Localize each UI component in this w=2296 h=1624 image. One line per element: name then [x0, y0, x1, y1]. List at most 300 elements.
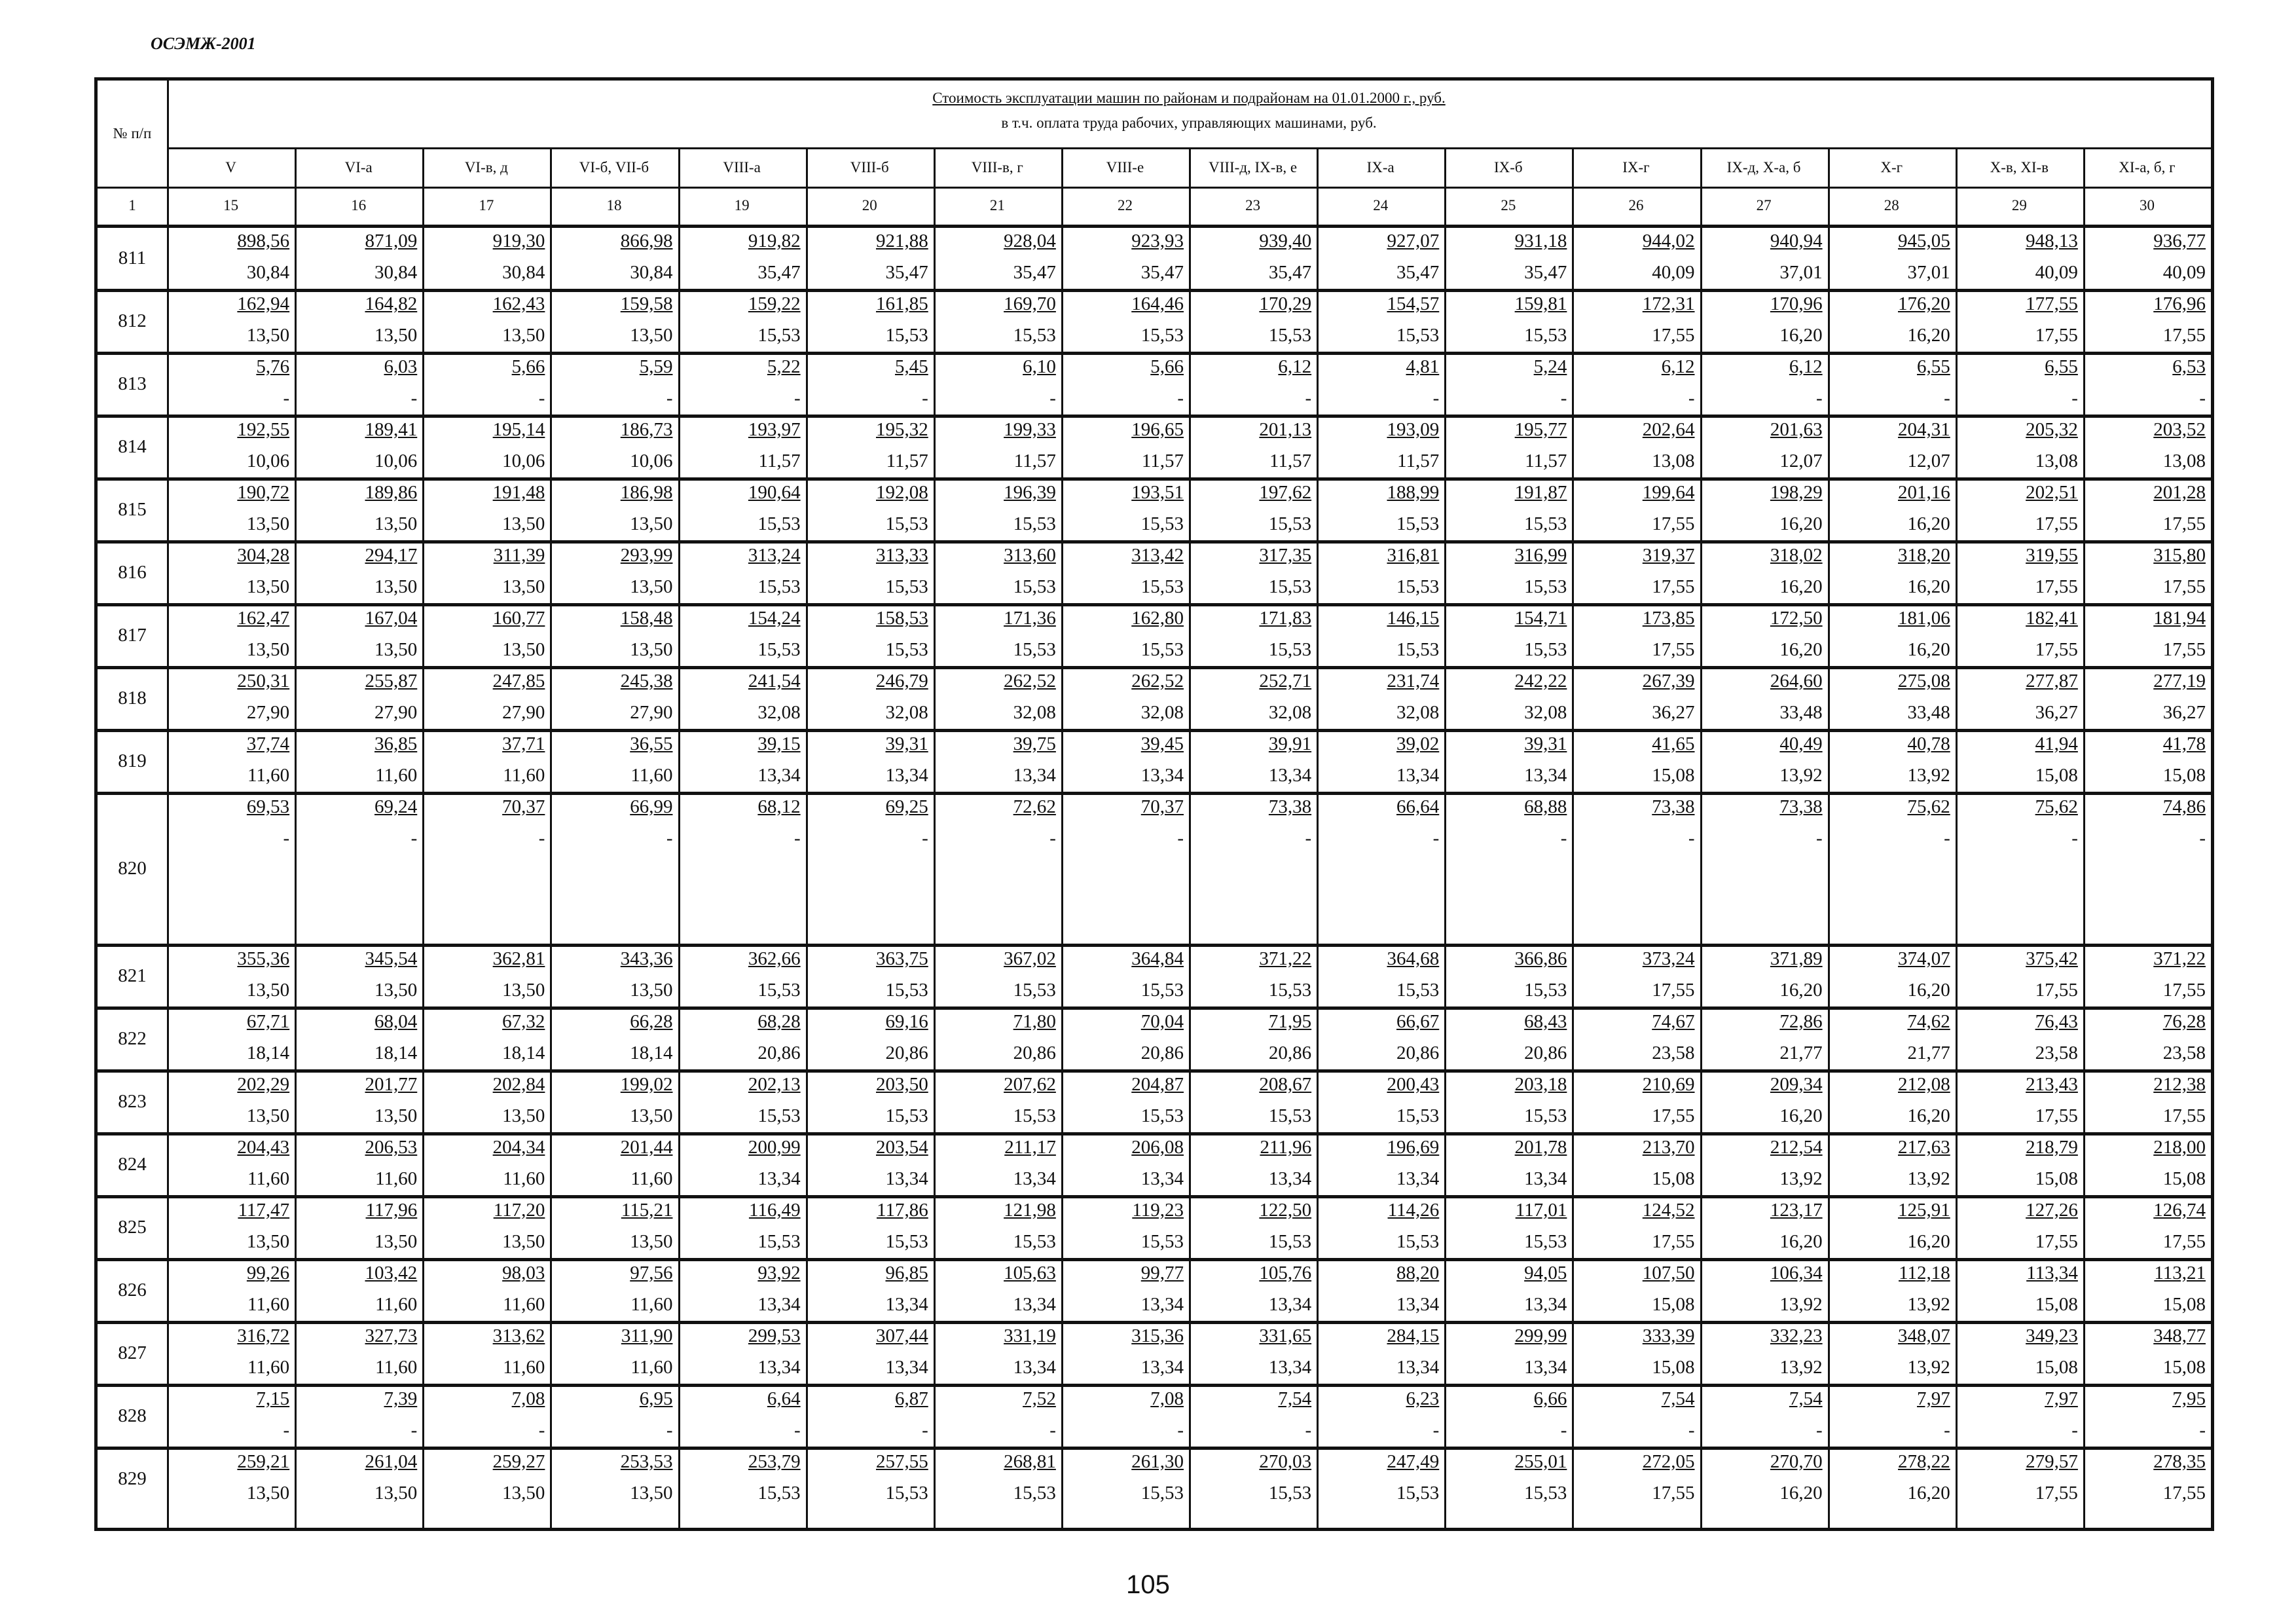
machine-cost-value: 67,32: [502, 1011, 545, 1032]
machine-cost-value: 191,48: [492, 482, 545, 503]
machine-cost-value: 203,50: [876, 1074, 928, 1095]
labor-cost-value: 30,84: [502, 262, 545, 283]
labor-cost-value: 15,08: [1652, 1294, 1695, 1315]
machine-cost-value: 7,08: [1150, 1388, 1184, 1409]
machine-cost-value: 6,03: [384, 356, 418, 377]
labor-cost-value: 17,55: [2162, 513, 2206, 534]
labor-cost-value: 15,53: [757, 1231, 801, 1252]
labor-cost-value: 13,50: [374, 639, 418, 660]
labor-cost-value: 15,53: [1140, 639, 1184, 660]
machine-cost-value: 119,23: [1132, 1200, 1184, 1221]
table-row: [98, 1071, 2211, 1134]
machine-cost-value: 69,24: [374, 796, 418, 817]
labor-cost-value: 32,08: [1396, 702, 1440, 723]
machine-cost-value: 73,38: [1779, 796, 1823, 817]
labor-cost-value: -: [666, 828, 673, 849]
machine-cost-value: 262,52: [1004, 671, 1056, 692]
labor-cost-value: 13,34: [1140, 1357, 1184, 1378]
labor-cost-value: 15,08: [2035, 765, 2078, 786]
machine-cost-value: 7,54: [1278, 1388, 1312, 1409]
machine-cost-value: 199,33: [1004, 419, 1056, 440]
labor-cost-value: 15,08: [2162, 1294, 2206, 1315]
machine-cost-value: 69,25: [885, 796, 928, 817]
labor-cost-value: 15,53: [1013, 980, 1056, 1001]
machine-cost-value: 211,17: [1004, 1137, 1056, 1158]
labor-cost-value: 40,09: [2035, 262, 2078, 283]
machine-cost-value: 261,30: [1131, 1451, 1184, 1472]
machine-cost-value: 362,66: [748, 948, 801, 969]
labor-cost-value: 32,08: [1268, 702, 1312, 723]
labor-cost-value: 17,55: [1652, 1483, 1695, 1504]
machine-cost-value: 162,94: [237, 293, 290, 314]
labor-cost-value: 17,55: [1652, 513, 1695, 534]
machine-cost-value: 105,76: [1259, 1263, 1312, 1283]
labor-cost-value: 15,53: [757, 1483, 801, 1504]
labor-cost-value: 15,53: [1396, 1231, 1440, 1252]
labor-cost-value: 17,55: [1652, 639, 1695, 660]
labor-cost-value: 13,50: [502, 325, 545, 346]
labor-cost-value: 15,08: [2035, 1294, 2078, 1315]
machine-cost-value: 99,26: [246, 1263, 290, 1283]
labor-cost-value: 13,34: [1268, 1294, 1312, 1315]
labor-cost-value: -: [2071, 1420, 2078, 1441]
machine-cost-value: 200,99: [748, 1137, 801, 1158]
machine-cost-value: 68,12: [757, 796, 801, 817]
machine-cost-value: 181,06: [1898, 608, 1950, 629]
machine-cost-value: 159,81: [1514, 293, 1567, 314]
labor-cost-value: -: [1432, 388, 1440, 409]
machine-cost-value: 69,16: [885, 1011, 928, 1032]
labor-cost-value: 13,50: [630, 513, 673, 534]
machine-cost-value: 218,79: [2026, 1137, 2078, 1158]
machine-cost-value: 7,97: [2045, 1388, 2078, 1409]
labor-cost-value: -: [2199, 828, 2206, 849]
machine-cost-value: 66,28: [630, 1011, 673, 1032]
machine-cost-value: 332,23: [1770, 1325, 1823, 1346]
machine-cost-value: 171,83: [1259, 608, 1312, 629]
labor-cost-value: -: [793, 1420, 801, 1441]
labor-cost-value: 27,90: [246, 702, 290, 723]
machine-cost-value: 6,95: [639, 1388, 673, 1409]
machine-cost-value: 202,13: [748, 1074, 801, 1095]
machine-cost-value: 210,69: [1642, 1074, 1695, 1095]
machine-cost-value: 117,47: [238, 1200, 290, 1221]
row-number: 825: [118, 1217, 147, 1238]
machine-cost-value: 88,20: [1396, 1263, 1440, 1283]
labor-cost-value: -: [283, 1420, 290, 1441]
machine-cost-value: 6,87: [895, 1388, 928, 1409]
machine-cost-value: 36,85: [374, 733, 418, 754]
labor-cost-value: 13,92: [1779, 1357, 1823, 1378]
labor-cost-value: 33,48: [1907, 702, 1950, 723]
labor-cost-value: 35,47: [1396, 262, 1440, 283]
table-row: [98, 416, 2211, 479]
labor-cost-value: -: [1688, 388, 1695, 409]
labor-cost-value: 15,53: [1524, 1105, 1567, 1126]
column-header: VIII-в, г: [971, 159, 1023, 175]
labor-cost-value: 13,50: [374, 1105, 418, 1126]
machine-cost-value: 293,99: [620, 545, 673, 566]
machine-cost-value: 4,81: [1406, 356, 1440, 377]
labor-cost-value: 13,50: [246, 1105, 290, 1126]
labor-cost-value: 15,53: [1524, 980, 1567, 1001]
labor-cost-value: 15,08: [2035, 1357, 2078, 1378]
column-header: VIII-а: [723, 159, 761, 175]
machine-cost-value: 39,75: [1013, 733, 1056, 754]
labor-cost-value: 16,20: [1907, 1231, 1950, 1252]
labor-cost-value: 17,55: [2035, 1483, 2078, 1504]
table-row: [98, 1449, 2211, 1511]
machine-cost-value: 203,52: [2153, 419, 2206, 440]
column-index: 15: [223, 197, 239, 213]
labor-cost-value: 17,55: [1652, 1105, 1695, 1126]
labor-cost-value: 15,53: [757, 980, 801, 1001]
machine-cost-value: 159,22: [748, 293, 801, 314]
machine-cost-value: 75,62: [2035, 796, 2078, 817]
labor-cost-value: 15,53: [885, 325, 928, 346]
machine-cost-value: 68,43: [1524, 1011, 1567, 1032]
labor-cost-value: -: [1049, 1420, 1056, 1441]
machine-cost-value: 948,13: [2026, 231, 2078, 251]
labor-cost-value: 13,50: [630, 639, 673, 660]
labor-cost-value: 15,08: [2162, 1357, 2206, 1378]
machine-cost-value: 209,34: [1770, 1074, 1823, 1095]
machine-cost-value: 939,40: [1259, 231, 1312, 251]
labor-cost-value: 15,53: [1396, 513, 1440, 534]
machine-cost-value: 68,88: [1524, 796, 1567, 817]
row-number: 829: [118, 1468, 147, 1489]
machine-cost-value: 277,19: [2153, 671, 2206, 692]
labor-cost-value: 10,06: [246, 451, 290, 471]
machine-cost-value: 164,82: [365, 293, 418, 314]
labor-cost-value: 13,92: [1779, 1294, 1823, 1315]
machine-cost-value: 39,91: [1268, 733, 1312, 754]
labor-cost-value: 11,60: [630, 1294, 673, 1315]
row-number: 818: [118, 688, 147, 709]
machine-cost-value: 162,80: [1131, 608, 1184, 629]
labor-cost-value: 15,53: [1268, 1105, 1312, 1126]
labor-cost-value: 17,55: [1652, 576, 1695, 597]
machine-cost-value: 371,22: [1259, 948, 1312, 969]
labor-cost-value: 13,34: [757, 1294, 801, 1315]
row-number: 817: [118, 625, 147, 646]
machine-cost-value: 315,80: [2153, 545, 2206, 566]
machine-cost-value: 307,44: [876, 1325, 928, 1346]
labor-cost-value: 17,55: [2035, 576, 2078, 597]
machine-cost-value: 68,28: [757, 1011, 801, 1032]
machine-cost-value: 270,70: [1770, 1451, 1823, 1472]
machine-cost-value: 66,67: [1396, 1011, 1440, 1032]
column-header: IX-а: [1366, 159, 1394, 175]
labor-cost-value: 13,50: [374, 576, 418, 597]
column-index: 19: [734, 197, 750, 213]
machine-cost-value: 7,95: [2172, 1388, 2206, 1409]
machine-cost-value: 177,55: [2026, 293, 2078, 314]
table-row: [98, 1386, 2211, 1449]
machine-cost-value: 126,74: [2153, 1200, 2206, 1221]
machine-cost-value: 5,59: [639, 356, 673, 377]
machine-cost-value: 196,65: [1131, 419, 1184, 440]
labor-cost-value: 20,86: [885, 1043, 928, 1063]
labor-cost-value: 15,53: [885, 980, 928, 1001]
machine-cost-value: 72,86: [1779, 1011, 1823, 1032]
machine-cost-value: 41,78: [2162, 733, 2206, 754]
labor-cost-value: 13,34: [1524, 1168, 1567, 1189]
labor-cost-value: -: [1305, 388, 1312, 409]
labor-cost-value: 12,07: [1907, 451, 1950, 471]
labor-cost-value: -: [1432, 1420, 1440, 1441]
labor-cost-value: 15,53: [885, 1483, 928, 1504]
machine-cost-value: 154,57: [1387, 293, 1440, 314]
labor-cost-value: 18,14: [374, 1043, 418, 1063]
machine-cost-value: 39,31: [1524, 733, 1567, 754]
column-header: VI-б, VII-б: [579, 159, 649, 175]
labor-cost-value: 32,08: [757, 702, 801, 723]
labor-cost-value: 15,08: [2162, 765, 2206, 786]
machine-cost-value: 319,37: [1642, 545, 1695, 566]
machine-cost-value: 172,31: [1642, 293, 1695, 314]
column-index: 20: [862, 197, 877, 213]
machine-cost-value: 311,39: [493, 545, 545, 566]
machine-cost-value: 70,04: [1140, 1011, 1184, 1032]
machine-cost-value: 176,96: [2153, 293, 2206, 314]
machine-cost-value: 264,60: [1770, 671, 1823, 692]
machine-cost-value: 366,86: [1514, 948, 1567, 969]
labor-cost-value: 15,53: [1396, 325, 1440, 346]
labor-cost-value: -: [1177, 828, 1184, 849]
column-index: 21: [989, 197, 1005, 213]
labor-cost-value: 13,50: [246, 980, 290, 1001]
labor-cost-value: 13,34: [1268, 765, 1312, 786]
labor-cost-value: -: [283, 388, 290, 409]
labor-cost-value: 15,53: [1268, 980, 1312, 1001]
machine-cost-value: 331,19: [1004, 1325, 1056, 1346]
labor-cost-value: 15,53: [885, 639, 928, 660]
rownum-header: № п/п: [113, 125, 152, 141]
machine-cost-value: 74,86: [2162, 796, 2206, 817]
labor-cost-value: -: [1688, 1420, 1695, 1441]
labor-cost-value: 11,57: [758, 451, 801, 471]
machine-cost-table: [94, 77, 2214, 1531]
labor-cost-value: 15,53: [1140, 325, 1184, 346]
labor-cost-value: -: [538, 388, 545, 409]
labor-cost-value: 13,50: [246, 1483, 290, 1504]
labor-cost-value: 16,20: [1907, 1483, 1950, 1504]
labor-cost-value: 15,08: [2035, 1168, 2078, 1189]
labor-cost-value: -: [1560, 388, 1567, 409]
machine-cost-value: 373,24: [1642, 948, 1695, 969]
machine-cost-value: 96,85: [885, 1263, 928, 1283]
machine-cost-value: 201,16: [1898, 482, 1950, 503]
labor-cost-value: 35,47: [757, 262, 801, 283]
machine-cost-value: 313,42: [1131, 545, 1184, 566]
machine-cost-value: 71,80: [1013, 1011, 1056, 1032]
table-row: [98, 228, 2211, 291]
labor-cost-value: 15,53: [885, 513, 928, 534]
labor-cost-value: 11,60: [630, 1357, 673, 1378]
machine-cost-value: 41,65: [1652, 733, 1695, 754]
labor-cost-value: -: [922, 828, 928, 849]
labor-cost-value: 15,53: [1524, 325, 1567, 346]
labor-cost-value: 15,53: [757, 1105, 801, 1126]
labor-cost-value: 10,06: [502, 451, 545, 471]
labor-cost-value: 13,50: [374, 1231, 418, 1252]
labor-cost-value: 27,90: [630, 702, 673, 723]
labor-cost-value: 13,34: [1013, 1294, 1056, 1315]
labor-cost-value: 36,27: [2035, 702, 2078, 723]
labor-cost-value: 15,53: [1524, 576, 1567, 597]
machine-cost-value: 313,33: [876, 545, 928, 566]
row-number: 814: [118, 436, 147, 457]
labor-cost-value: -: [1560, 828, 1567, 849]
labor-cost-value: 11,57: [886, 451, 928, 471]
machine-cost-value: 146,15: [1387, 608, 1440, 629]
machine-cost-value: 154,71: [1514, 608, 1567, 629]
machine-cost-value: 246,79: [876, 671, 928, 692]
labor-cost-value: 13,34: [1524, 765, 1567, 786]
row-number: 811: [118, 248, 147, 268]
labor-cost-value: 15,53: [1140, 980, 1184, 1001]
machine-cost-value: 208,67: [1259, 1074, 1312, 1095]
machine-cost-value: 299,99: [1514, 1325, 1567, 1346]
labor-cost-value: -: [1305, 1420, 1312, 1441]
column-header: X-в, XI-в: [1990, 159, 2049, 175]
table-row: [98, 479, 2211, 542]
machine-cost-value: 161,85: [876, 293, 928, 314]
labor-cost-value: 40,09: [2162, 262, 2206, 283]
labor-cost-value: -: [793, 388, 801, 409]
labor-cost-value: 13,34: [885, 1168, 928, 1189]
labor-cost-value: 13,50: [502, 576, 545, 597]
machine-cost-value: 313,60: [1004, 545, 1056, 566]
labor-cost-value: 16,20: [1907, 639, 1950, 660]
labor-cost-value: 15,53: [757, 639, 801, 660]
machine-cost-value: 936,77: [2153, 231, 2206, 251]
labor-cost-value: 16,20: [1779, 1231, 1823, 1252]
machine-cost-value: 371,22: [2153, 948, 2206, 969]
table-row: [98, 1008, 2211, 1071]
labor-cost-value: 16,20: [1907, 576, 1950, 597]
machine-cost-value: 921,88: [876, 231, 928, 251]
first-column-index: 1: [128, 197, 136, 213]
machine-cost-value: 115,21: [621, 1200, 673, 1221]
machine-cost-value: 205,32: [2026, 419, 2078, 440]
labor-cost-value: -: [538, 1420, 545, 1441]
labor-cost-value: 13,50: [502, 639, 545, 660]
machine-cost-value: 348,77: [2153, 1325, 2206, 1346]
column-index: 28: [1884, 197, 1899, 213]
labor-cost-value: 35,47: [1013, 262, 1056, 283]
labor-cost-value: 20,86: [1396, 1043, 1440, 1063]
machine-cost-value: 201,63: [1770, 419, 1823, 440]
labor-cost-value: 13,34: [1396, 1168, 1440, 1189]
row-number: 827: [118, 1342, 147, 1363]
labor-cost-value: 17,55: [2035, 980, 2078, 1001]
labor-cost-value: 35,47: [1140, 262, 1184, 283]
column-header: VIII-б: [850, 159, 889, 175]
machine-cost-value: 124,52: [1642, 1200, 1695, 1221]
labor-cost-value: 21,77: [1779, 1043, 1823, 1063]
machine-cost-value: 363,75: [876, 948, 928, 969]
machine-cost-value: 355,36: [237, 948, 290, 969]
labor-cost-value: -: [922, 388, 928, 409]
labor-cost-value: 13,50: [630, 1483, 673, 1504]
labor-cost-value: -: [666, 1420, 673, 1441]
machine-cost-value: 898,56: [237, 231, 290, 251]
column-index: 25: [1501, 197, 1516, 213]
machine-cost-value: 123,17: [1770, 1200, 1823, 1221]
labor-cost-value: 11,57: [1013, 451, 1056, 471]
labor-cost-value: 15,08: [1652, 765, 1695, 786]
machine-cost-value: 203,54: [876, 1137, 928, 1158]
machine-cost-value: 6,66: [1533, 1388, 1567, 1409]
machine-cost-value: 217,63: [1898, 1137, 1950, 1158]
labor-cost-value: 30,84: [246, 262, 290, 283]
machine-cost-value: 117,20: [493, 1200, 545, 1221]
labor-cost-value: 17,55: [2035, 1231, 2078, 1252]
machine-cost-value: 7,39: [384, 1388, 418, 1409]
machine-cost-value: 316,72: [237, 1325, 290, 1346]
table-row: [98, 291, 2211, 354]
labor-cost-value: 15,53: [1268, 1231, 1312, 1252]
machine-cost-value: 76,43: [2035, 1011, 2078, 1032]
labor-cost-value: 15,53: [1396, 1105, 1440, 1126]
machine-cost-value: 257,55: [876, 1451, 928, 1472]
labor-cost-value: 32,08: [1140, 702, 1184, 723]
labor-cost-value: 15,53: [1140, 576, 1184, 597]
labor-cost-value: 16,20: [1907, 325, 1950, 346]
machine-cost-value: 316,81: [1387, 545, 1440, 566]
machine-cost-value: 6,23: [1406, 1388, 1440, 1409]
machine-cost-value: 99,77: [1140, 1263, 1184, 1283]
machine-cost-value: 113,34: [2026, 1263, 2078, 1283]
column-header: XI-а, б, г: [2119, 159, 2176, 175]
labor-cost-value: 13,34: [757, 765, 801, 786]
column-header: IX-г: [1622, 159, 1650, 175]
machine-cost-value: 299,53: [748, 1325, 801, 1346]
labor-cost-value: 32,08: [1013, 702, 1056, 723]
machine-cost-value: 127,26: [2026, 1200, 2078, 1221]
labor-cost-value: 13,34: [1140, 1168, 1184, 1189]
machine-cost-value: 923,93: [1131, 231, 1184, 251]
machine-cost-value: 117,86: [877, 1200, 928, 1221]
labor-cost-value: 13,34: [885, 1357, 928, 1378]
table-row: [98, 1134, 2211, 1197]
labor-cost-value: -: [410, 388, 418, 409]
machine-cost-value: 201,13: [1259, 419, 1312, 440]
labor-cost-value: 11,57: [1269, 451, 1312, 471]
labor-cost-value: 11,60: [630, 1168, 673, 1189]
machine-cost-value: 919,30: [492, 231, 545, 251]
labor-cost-value: 13,50: [630, 1231, 673, 1252]
labor-cost-value: 15,53: [1013, 1483, 1056, 1504]
labor-cost-value: -: [1049, 828, 1056, 849]
machine-cost-value: 195,77: [1514, 419, 1567, 440]
column-index: 22: [1117, 197, 1133, 213]
labor-cost-value: 13,34: [1396, 1294, 1440, 1315]
machine-cost-value: 66,64: [1396, 796, 1440, 817]
table-row: [98, 946, 2211, 1008]
machine-cost-value: 192,55: [237, 419, 290, 440]
machine-cost-value: 158,48: [620, 608, 673, 629]
labor-cost-value: 37,01: [1779, 262, 1823, 283]
machine-cost-value: 73,38: [1652, 796, 1695, 817]
labor-cost-value: -: [1049, 388, 1056, 409]
machine-cost-value: 112,18: [1899, 1263, 1950, 1283]
machine-cost-value: 39,45: [1140, 733, 1184, 754]
machine-cost-value: 7,15: [256, 1388, 290, 1409]
labor-cost-value: 11,57: [1397, 451, 1440, 471]
